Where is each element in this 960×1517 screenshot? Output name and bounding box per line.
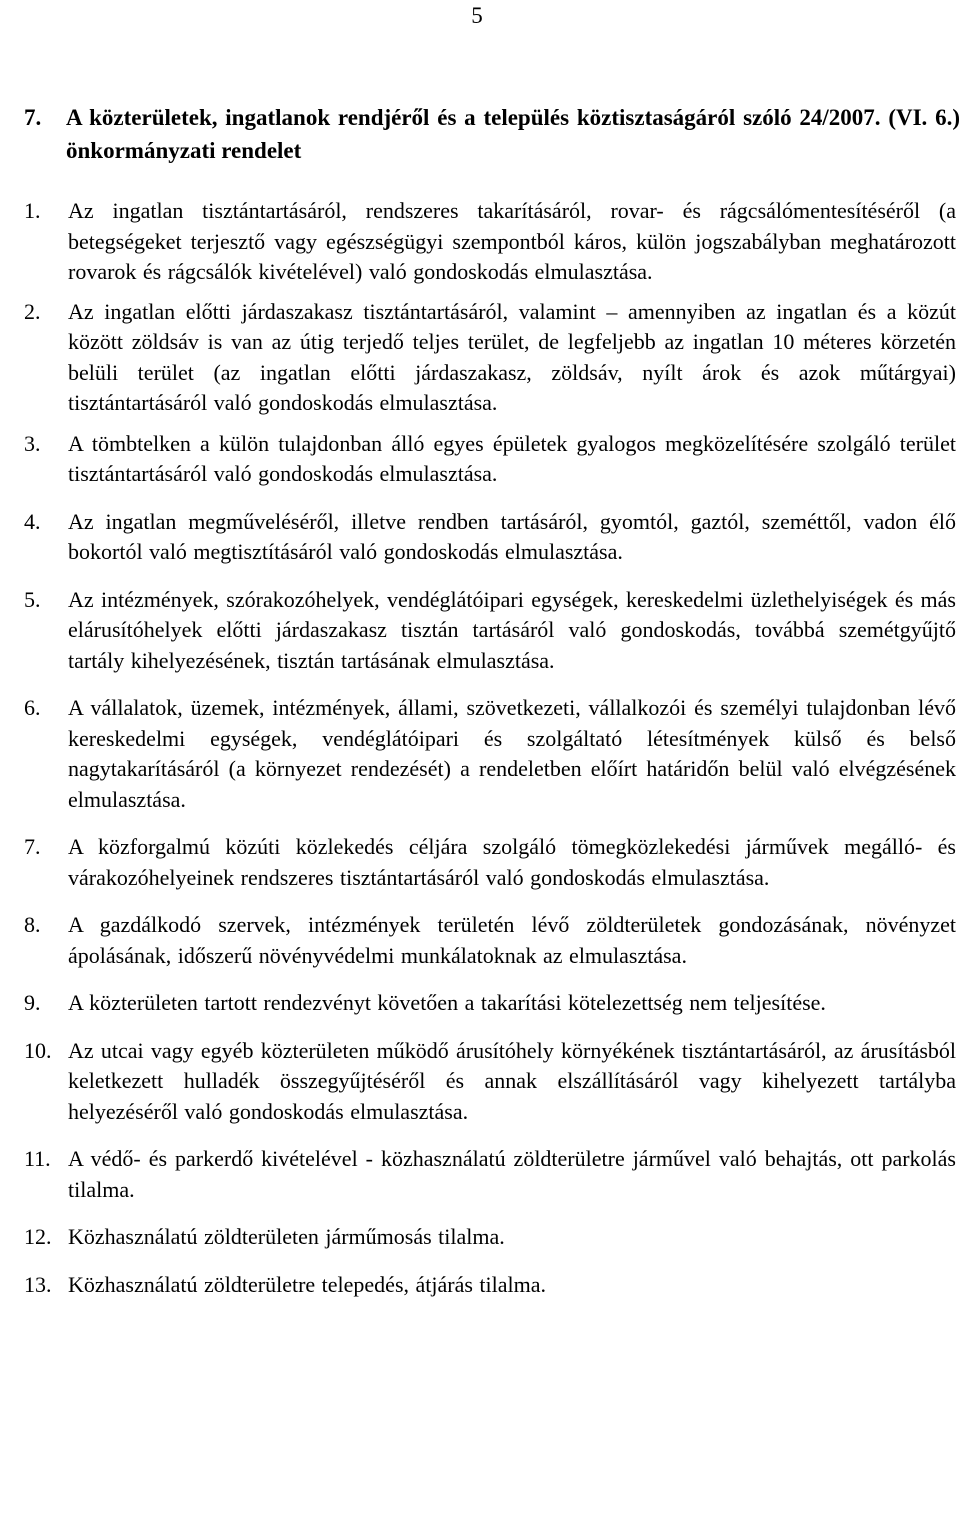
list-item-number: 10. <box>24 1037 52 1063</box>
list-item-text: A gazdálkodó szervek, intézmények területén lévő zöldterületek gondozásának, növényzet ápolásának, időszerű növényvédelmi munkálatoknak az elmulasztása. <box>68 912 956 968</box>
list-item-13 <box>24 1270 956 1301</box>
list-item-text: A vállalatok, üzemek, intézmények, állami, szövetkezeti, vállalkozói és személyi tulajdonban lévő kereskedelmi egységek, vendéglátóipari és szolgáltató létesítmények külső és belső nagytakarításáról (a környezet rendezését) a rendeletben előírt határidőn belül való elvégzésének elmulasztása. <box>68 695 956 812</box>
list-item-text: A közterületen tartott rendezvényt követően a takarítási kötelezettség nem teljesítése. <box>68 990 826 1015</box>
list-item-8 <box>24 910 956 971</box>
list-item-number: 12. <box>24 1224 52 1249</box>
list-item-number: 4. <box>24 508 41 534</box>
section-title: A közterületek, ingatlanok rendjéről és a település köztisztaságáról szóló 24/2007. (VI. 6.) önkormányzati rendelet <box>66 105 960 163</box>
list-item-number: 11. <box>24 1146 51 1171</box>
list-item-12 <box>24 1222 956 1253</box>
list-item-9 <box>24 988 956 1019</box>
list-item-3 <box>24 429 956 490</box>
list-item-text: A védő- és parkerdő kivételével - közhasználatú zöldterületre járművel való behajtás, ott parkolás tilalma. <box>68 1146 956 1202</box>
list-item-number: 2. <box>24 298 41 324</box>
section-heading <box>24 101 960 167</box>
list-item-number: 5. <box>24 586 41 612</box>
list-item-text: Az utcai vagy egyéb közterületen működő árusítóhely környékének tisztántartásáról, az árusításból keletkezett hulladék összegyűjtéséről és annak elszállításáról vagy kihelyezett tartályba helyezéséről való gondoskodás elmulasztása. <box>68 1037 956 1124</box>
list-item-7 <box>24 832 956 893</box>
list-item-1 <box>24 196 956 288</box>
list-item-text: Az ingatlan megműveléséről, illetve rendben tartásáról, gyomtól, gaztól, szeméttől, vadon élő bokortól való megtisztításáról való gondoskodás elmulasztása. <box>68 508 956 564</box>
list-item-text: Az ingatlan tisztántartásáról, rendszeres takarításáról, rovar- és rágcsálómentesítéséről (a betegségeket terjesztő vagy egészségügyi szempontból káros, külön jogszabályban meghatározott rovarok és rágcsálók kivételével) való gondoskodás elmulasztása. <box>68 198 956 284</box>
list-item-number: 3. <box>24 430 41 456</box>
list-item-number: 8. <box>24 912 41 937</box>
list-item-number: 7. <box>24 834 41 859</box>
list-item-10 <box>24 1036 956 1128</box>
list-item-2 <box>24 297 956 419</box>
list-item-text: Közhasználatú zöldterületre telepedés, átjárás tilalma. <box>68 1271 546 1297</box>
list-item-number: 1. <box>24 198 41 223</box>
section-number: 7. <box>24 105 42 130</box>
list-item-text: A tömbtelken a külön tulajdonban álló egyes épületek gyalogos megközelítésére szolgáló terület tisztántartásáról való gondoskodás elmulasztása. <box>68 430 956 486</box>
list-item-number: 6. <box>24 695 41 720</box>
list-item-11 <box>24 1144 956 1205</box>
list-item-number: 13. <box>24 1271 52 1297</box>
list-item-4 <box>24 507 956 568</box>
list-item-text: Az ingatlan előtti járdaszakasz tisztántartásáról, valamint – amennyiben az ingatlan és a közút között zöldsáv is van az útig terjedő teljes terület, de legfeljebb az ingatlan 10 méteres körzetén belüli terület (az ingatlan előtti járdaszakasz, zöldsáv, nyílt árok és azok műtárgyai) tisztántartásáról való gondoskodás elmulasztása. <box>68 298 956 415</box>
list-item-number: 9. <box>24 990 41 1015</box>
page-number: 5 <box>471 3 483 28</box>
numbered-list <box>24 196 956 1300</box>
list-item-5 <box>24 585 956 677</box>
list-item-6 <box>24 693 956 815</box>
list-item-text: Közhasználatú zöldterületen járműmosás tilalma. <box>68 1224 505 1249</box>
list-item-text: A közforgalmú közúti közlekedés céljára szolgáló tömegközlekedési járművek megálló- és várakozóhelyeinek rendszeres tisztántartásáról való gondoskodás elmulasztása. <box>68 834 956 890</box>
list-item-text: Az intézmények, szórakozóhelyek, vendéglátóipari egységek, kereskedelmi üzlethelyiségek és más elárusítóhelyek előtti járdaszakasz tisztán tartásáról való gondoskodás, továbbá szemétgyűjtő tartály kihelyezésének, tisztán tartásának elmulasztása. <box>68 586 956 673</box>
